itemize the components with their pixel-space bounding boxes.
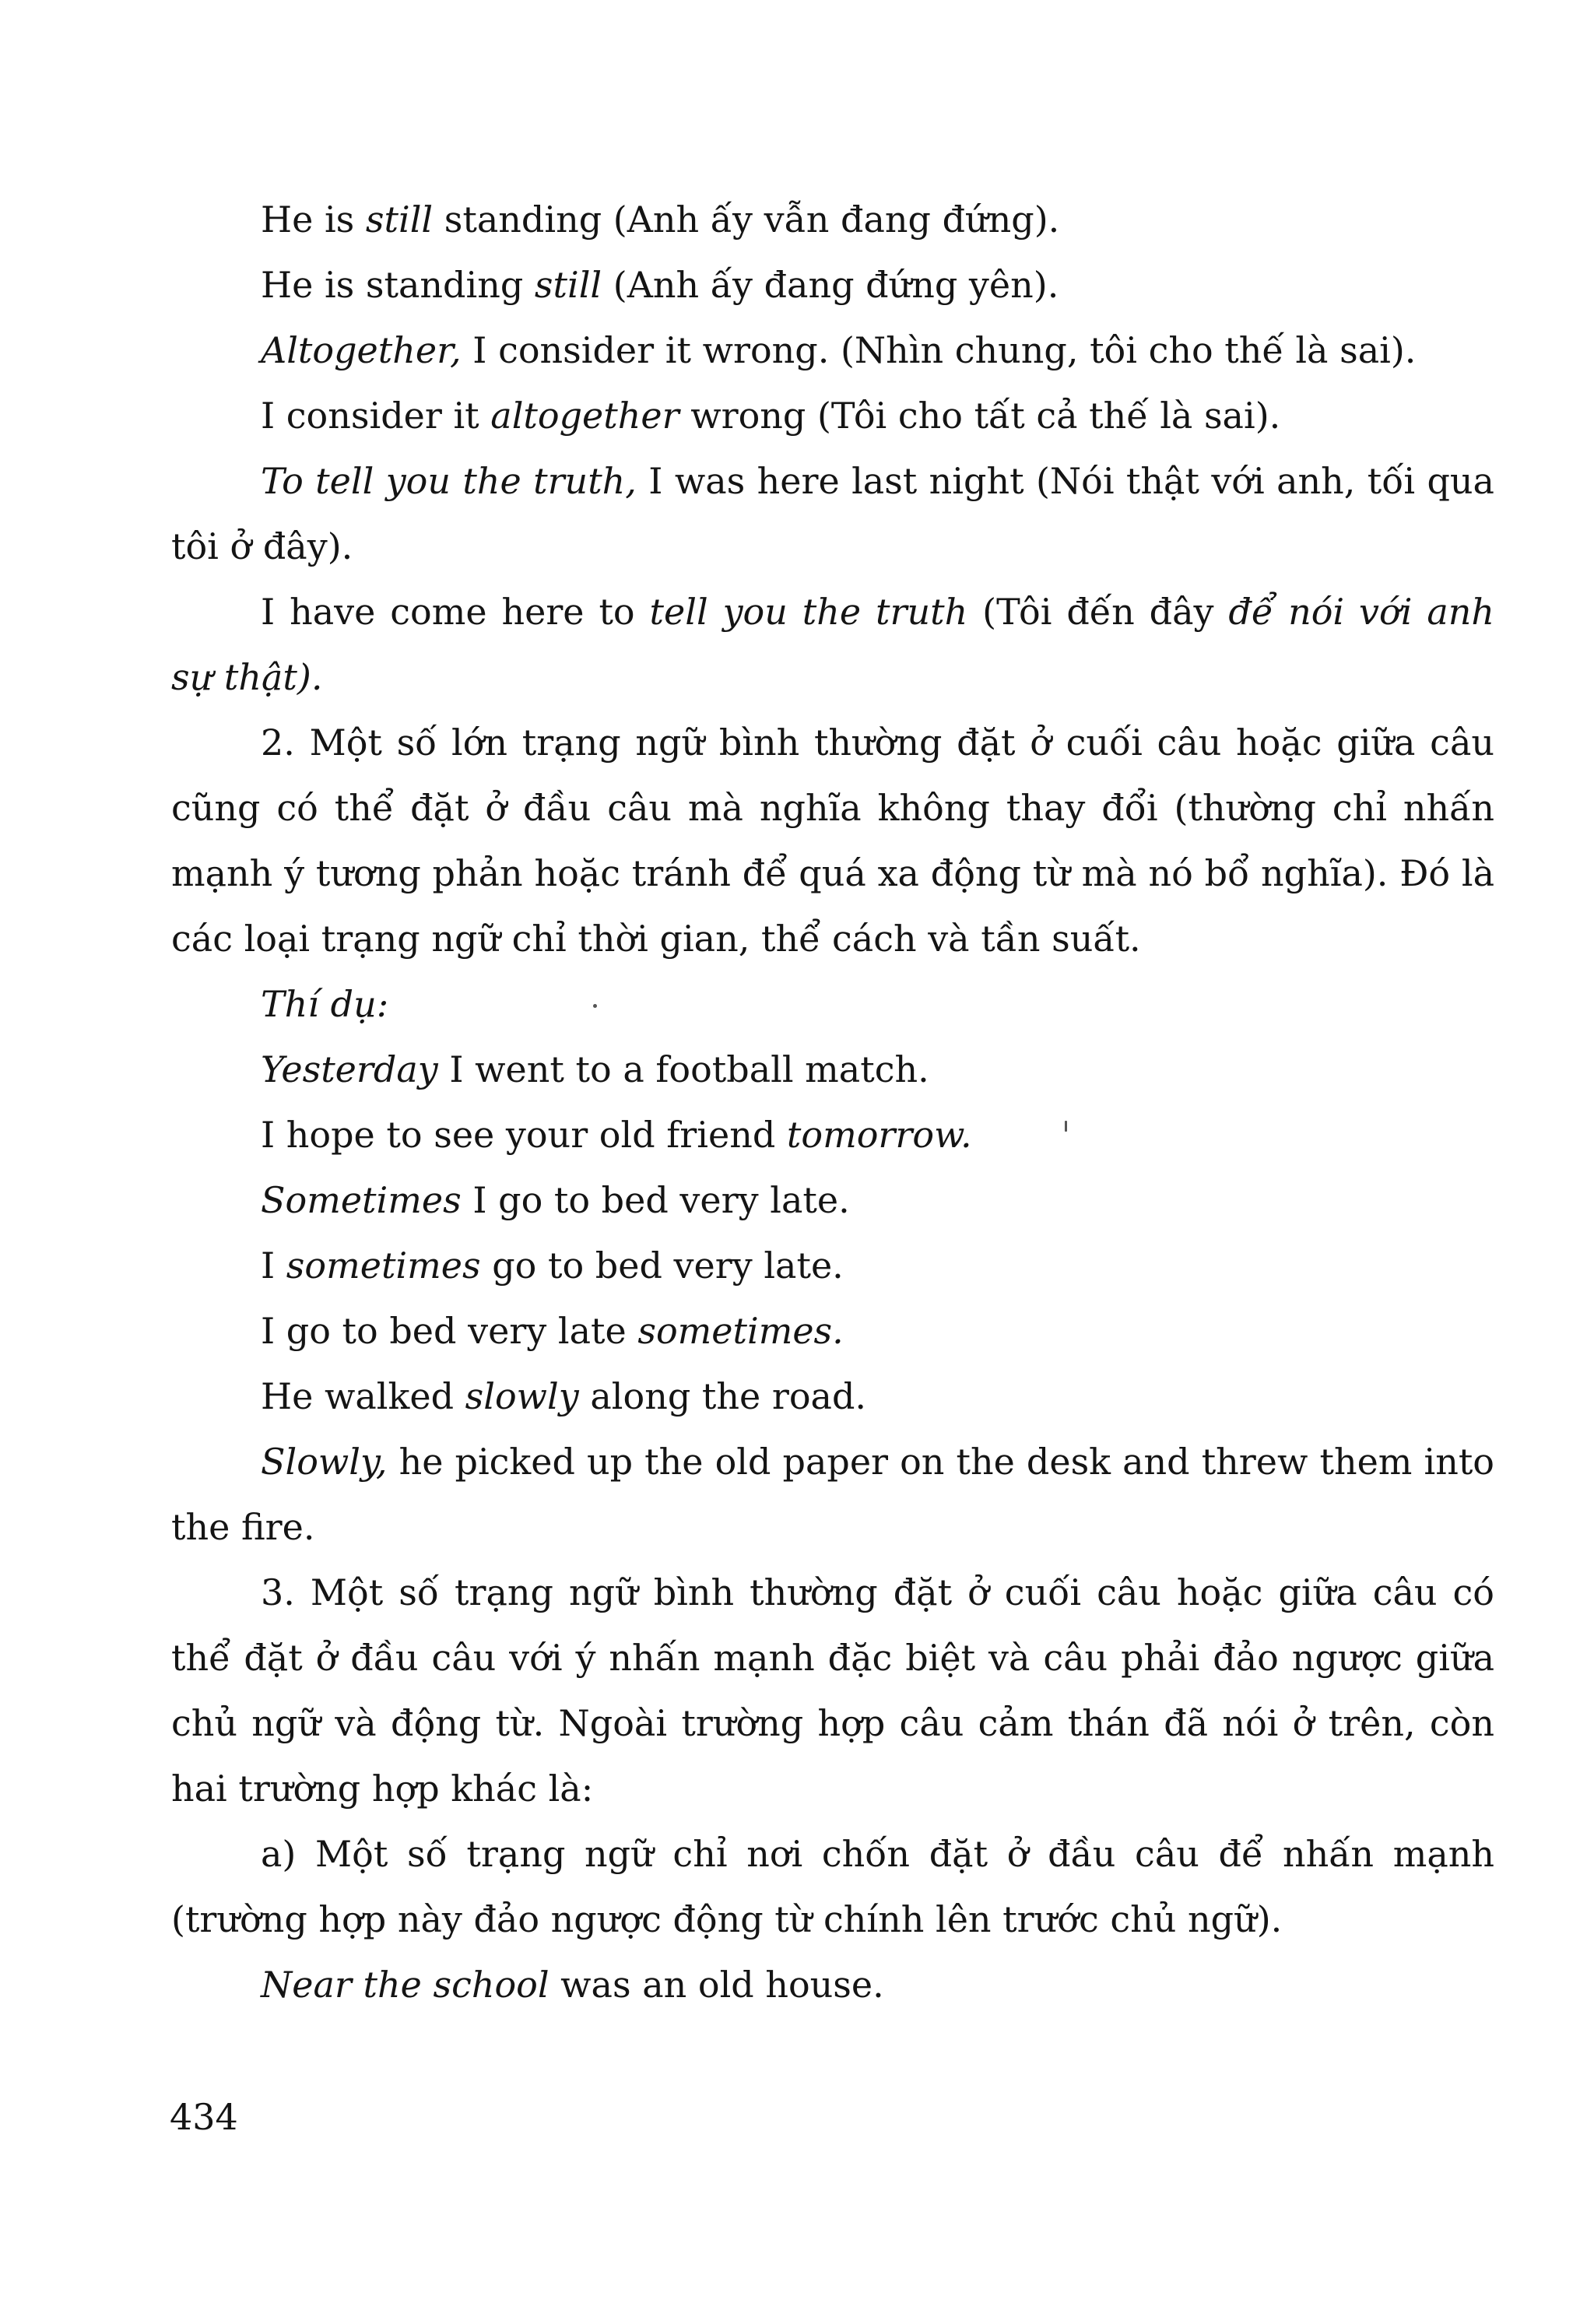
page-body — [171, 187, 1494, 2017]
example-line: I sometimes go to bed very late. — [261, 1244, 844, 1287]
paragraph-3: 3. Một số trạng ngữ bình thường đặt ở cuối câu hoặc giữa câu có thể đặt ở đầu câu với ý nhấn mạnh đặc biệt và câu phải đảo ngược giữa chủ ngữ và động từ. Ngoài trường hợp câu cảm thán đã nói ở trên, còn hai trường hợp khác là: — [171, 1571, 1494, 1810]
paragraph-2: 2. Một số lớn trạng ngữ bình thường đặt ở cuối câu hoặc giữa câu cũng có thể đặt ở đầu câu mà nghĩa không thay đổi (thường chỉ nhấn mạnh ý tương phản hoặc tránh để quá xa động từ mà nó bổ nghĩa). Đó là các loại trạng ngữ chỉ thời gian, thể cách và tần suất. — [171, 721, 1494, 960]
example-line: Sometimes I go to bed very late. — [261, 1179, 850, 1221]
example-line: Altogether, I consider it wrong. (Nhìn chung, tôi cho thế là sai). — [261, 329, 1417, 371]
example-line: I consider it altogether wrong (Tôi cho tất cả thế là sai). — [261, 395, 1281, 437]
scan-speck — [593, 1004, 597, 1008]
example-line-wrapped: Slowly, he picked up the old paper on the desk and threw them into the fire. — [171, 1441, 1494, 1548]
example-line: Yesterday I went to a football match. — [261, 1048, 929, 1090]
example-line: I go to bed very late sometimes. — [261, 1310, 844, 1352]
example-line-wrapped: To tell you the truth, I was here last night (Nói thật với anh, tối qua tôi ở đây). — [171, 460, 1494, 567]
example-line: Near the school was an old house. — [261, 1964, 884, 2006]
example-label: Thí dụ: — [261, 983, 389, 1025]
example-line-wrapped: I have come here to tell you the truth (Tôi đến đây để nói với anh sự thật). — [171, 591, 1494, 698]
paragraph-3a: a) Một số trạng ngữ chỉ nơi chốn đặt ở đầu câu để nhấn mạnh (trường hợp này đảo ngược động từ chính lên trước chủ ngữ). — [171, 1833, 1494, 1940]
example-line: He is standing still (Anh ấy đang đứng yên). — [261, 264, 1059, 306]
example-line: He is still standing (Anh ấy vẫn đang đứng). — [261, 198, 1060, 240]
scan-speck — [1065, 1121, 1067, 1132]
example-line: He walked slowly along the road. — [261, 1375, 867, 1417]
page-number: 434 — [170, 2096, 238, 2138]
example-line: I hope to see your old friend tomorrow. — [261, 1114, 972, 1156]
